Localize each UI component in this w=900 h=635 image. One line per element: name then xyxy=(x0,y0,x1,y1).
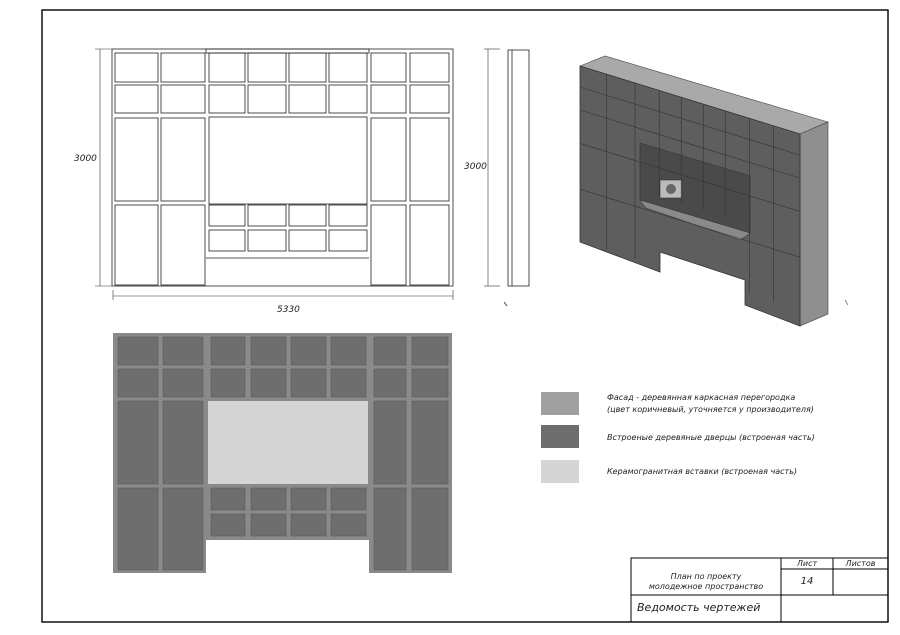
colored-door-row2-0 xyxy=(118,369,158,397)
outline-door-mid-5-b xyxy=(329,230,367,251)
outline-door-mid-3-a xyxy=(248,205,286,226)
outline-door-top-6-1 xyxy=(371,85,406,113)
colored-door-mid-5-b xyxy=(331,514,366,536)
outline-door-tall-6 xyxy=(371,118,406,201)
legend-swatch-doors xyxy=(541,425,579,448)
outline-door-top-2-0 xyxy=(209,53,245,82)
outline-door-mid-4-b xyxy=(289,230,326,251)
outline-door-top-4-0 xyxy=(289,53,326,82)
outline-door-mid-2-b xyxy=(209,230,245,251)
colored-door-row1-2 xyxy=(211,337,245,365)
colored-door-row1-6 xyxy=(374,337,406,365)
iso-marker xyxy=(845,300,848,305)
outline-door-mid-3-b xyxy=(248,230,286,251)
title-block-sheet-header: Лист xyxy=(796,559,818,568)
title-block-project: План по проекту молодежное пространство xyxy=(648,572,764,591)
dimension-lines xyxy=(95,49,500,300)
outline-door-top-1-0 xyxy=(161,53,205,82)
colored-door-row1-7 xyxy=(412,337,448,365)
outline-door-top-7-0 xyxy=(410,53,449,82)
outline-door-top-0-0 xyxy=(115,53,158,82)
outline-door-top-7-1 xyxy=(410,85,449,113)
title-block-drawing-title: Ведомость чертежей xyxy=(637,601,761,614)
title-block-sheet-number: 14 xyxy=(800,576,814,587)
cabinet-top-rail xyxy=(206,49,369,53)
colored-door-row2-3 xyxy=(251,369,286,397)
outline-door-top-0-1 xyxy=(115,85,158,113)
dimension-height-left: 3000 xyxy=(74,154,97,164)
colored-door-mid-2-b xyxy=(211,514,245,536)
outline-door-low-1 xyxy=(161,205,205,285)
outline-door-mid-5-a xyxy=(329,205,367,226)
colored-door-mid-2-a xyxy=(211,488,245,510)
title-block-sheets-header: Листов xyxy=(845,559,876,568)
colored-base-opening xyxy=(206,540,369,573)
colored-door-low-7 xyxy=(412,488,448,570)
legend-swatch-facade xyxy=(541,392,579,415)
legend-text-facade: Фасад - деревянная каркасная перегородка (цвет коричневый, уточняется у производителя) xyxy=(607,393,814,414)
colored-door-row2-6 xyxy=(374,369,406,397)
colored-door-row1-5 xyxy=(331,337,366,365)
legend-swatch-insert xyxy=(541,460,579,483)
outline-door-top-3-1 xyxy=(248,85,286,113)
colored-door-row1-0 xyxy=(118,337,158,365)
colored-door-row1-1 xyxy=(163,337,203,365)
outline-door-top-1-1 xyxy=(161,85,205,113)
colored-ceramic-insert xyxy=(208,401,368,484)
outline-door-mid-4-a xyxy=(289,205,326,226)
dimension-height-right: 3000 xyxy=(464,162,487,172)
outline-tv-niche xyxy=(209,117,367,204)
colored-door-tall-7 xyxy=(412,401,448,484)
outline-door-top-6-0 xyxy=(371,53,406,82)
side-elevation xyxy=(504,50,529,306)
iso-side-face xyxy=(800,122,828,326)
outline-door-tall-0 xyxy=(115,118,158,201)
colored-door-row1-4 xyxy=(291,337,326,365)
colored-door-low-0 xyxy=(118,488,158,570)
colored-door-low-6 xyxy=(374,488,406,570)
colored-door-tall-0 xyxy=(118,401,158,484)
legend-text-insert: Керамогранитная вставки (встроеная часть) xyxy=(607,467,798,476)
outline-door-low-7 xyxy=(410,205,449,285)
colored-door-mid-5-a xyxy=(331,488,366,510)
colored-door-mid-4-b xyxy=(291,514,326,536)
colored-door-row2-5 xyxy=(331,369,366,397)
outline-door-top-2-1 xyxy=(209,85,245,113)
colored-door-low-1 xyxy=(163,488,203,570)
outline-door-tall-1 xyxy=(161,118,205,201)
outline-door-top-4-1 xyxy=(289,85,326,113)
colored-door-tall-6 xyxy=(374,401,406,484)
outline-door-mid-2-a xyxy=(209,205,245,226)
isometric-view xyxy=(580,56,848,326)
outline-door-top-5-0 xyxy=(329,53,367,82)
colored-door-row2-1 xyxy=(163,369,203,397)
colored-door-row2-2 xyxy=(211,369,245,397)
outline-door-top-3-0 xyxy=(248,53,286,82)
colored-door-row2-4 xyxy=(291,369,326,397)
colored-door-row1-3 xyxy=(251,337,286,365)
outline-door-low-6 xyxy=(371,205,406,285)
colored-door-tall-1 xyxy=(163,401,203,484)
front-elevation-colored xyxy=(113,333,452,573)
legend-text-doors: Встроеные деревяные дверцы (встроеная часть) xyxy=(607,433,815,442)
colored-door-mid-3-b xyxy=(251,514,286,536)
dimension-width: 5330 xyxy=(277,305,300,315)
outline-door-tall-7 xyxy=(410,118,449,201)
cabinet-outline xyxy=(112,49,453,286)
colored-door-row2-7 xyxy=(412,369,448,397)
outline-door-top-5-1 xyxy=(329,85,367,113)
colored-door-mid-3-a xyxy=(251,488,286,510)
colored-door-mid-4-a xyxy=(291,488,326,510)
front-elevation-outline xyxy=(112,49,453,286)
outline-door-low-0 xyxy=(115,205,158,285)
iso-appliance-lens xyxy=(666,184,676,194)
